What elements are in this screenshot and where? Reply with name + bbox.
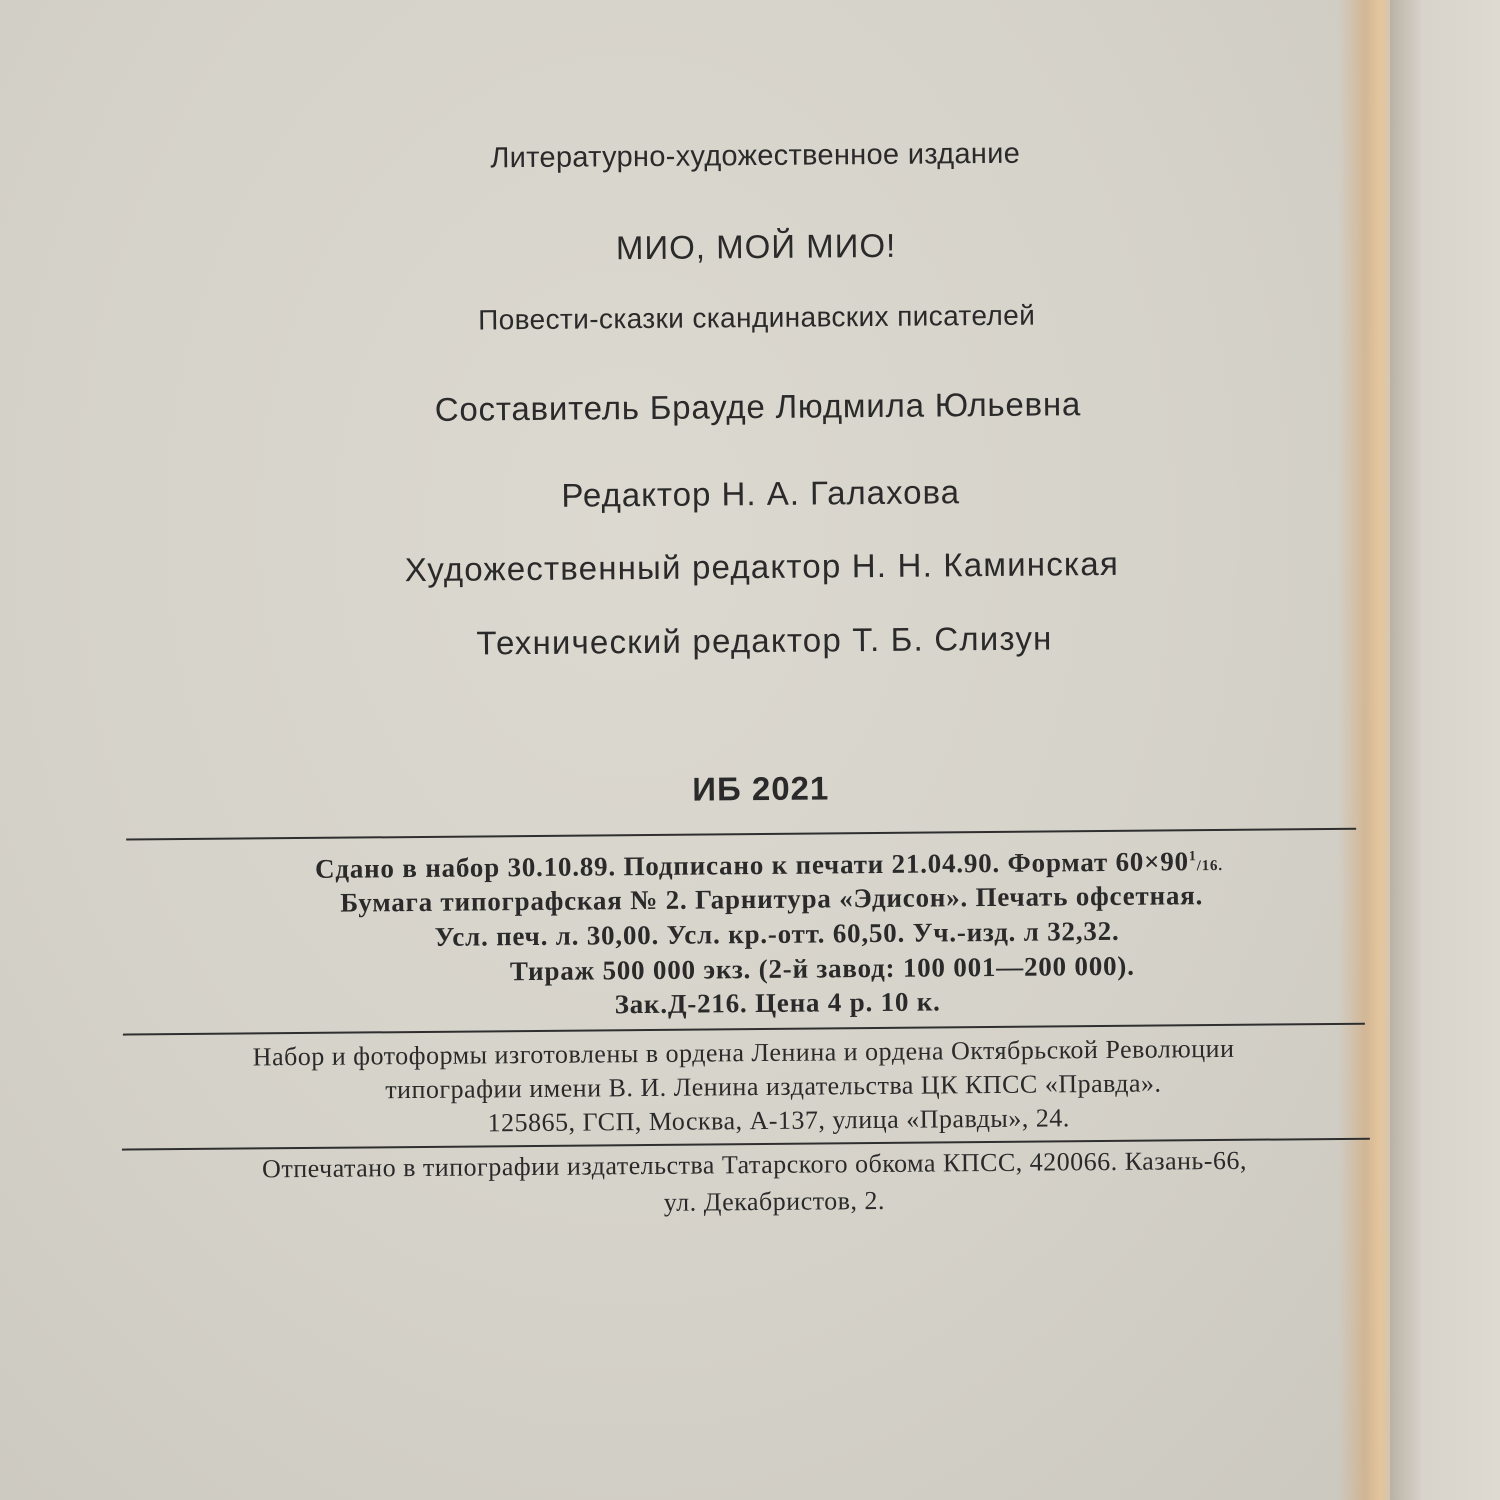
print-spec-dates-format	[226, 845, 1311, 885]
typesetter-line-1: Набор и фотоформы изготовлены в ордена Ленина и ордена Октябрьской Революции	[252, 1033, 1235, 1072]
format-superscript: 1	[1188, 849, 1197, 865]
editor-credit: Редактор Н. А. Галахова	[561, 473, 961, 514]
book-subtitle: Повести-сказки скандинавских писателей	[478, 299, 1036, 336]
print-spec-line-4: Тираж 500 000 экз. (2-й завод: 100 001—200 000).	[509, 950, 1135, 987]
compiler-credit: Составитель Брауде Людмила Юльевна	[434, 385, 1082, 428]
print-spec-line-3: Усл. печ. л. 30,00. Усл. кр.-отт. 60,50. Уч.-изд. л 32,32.	[434, 915, 1120, 952]
art-editor-credit: Художественный редактор Н. Н. Каминская	[404, 544, 1120, 589]
print-spec-line-2: Бумага типографская № 2. Гарнитура «Эдисон». Печать офсетная.	[340, 880, 1204, 918]
typesetter-line-2: типографии имени В. И. Ленина издательства ЦК КПСС «Правда».	[385, 1068, 1162, 1105]
format-subscript: /16.	[1196, 857, 1223, 875]
book-title: МИО, МОЙ МИО!	[615, 226, 897, 267]
divider-top	[126, 828, 1356, 841]
edition-genre: Литературно-художественное издание	[490, 137, 1021, 175]
printer-line-2: ул. Декабристов, 2.	[663, 1185, 886, 1217]
print-spec-line-5: Зак.Д-216. Цена 4 р. 10 к.	[614, 986, 941, 1020]
tech-editor-credit: Технический редактор Т. Б. Слизун	[476, 619, 1053, 662]
ib-number: ИБ 2021	[692, 769, 830, 808]
print-spec-line-1: Сдано в набор 30.10.89. Подписано к печати 21.04.90. Формат 60×90	[314, 846, 1190, 884]
adjacent-page	[1390, 0, 1500, 1500]
typesetter-line-3: 125865, ГСП, Москва, А-137, улица «Правды», 24.	[487, 1103, 1070, 1138]
printer-line-1: Отпечатано в типографии издательства Татарского обкома КПСС, 420066. Казань-66,	[261, 1145, 1248, 1184]
